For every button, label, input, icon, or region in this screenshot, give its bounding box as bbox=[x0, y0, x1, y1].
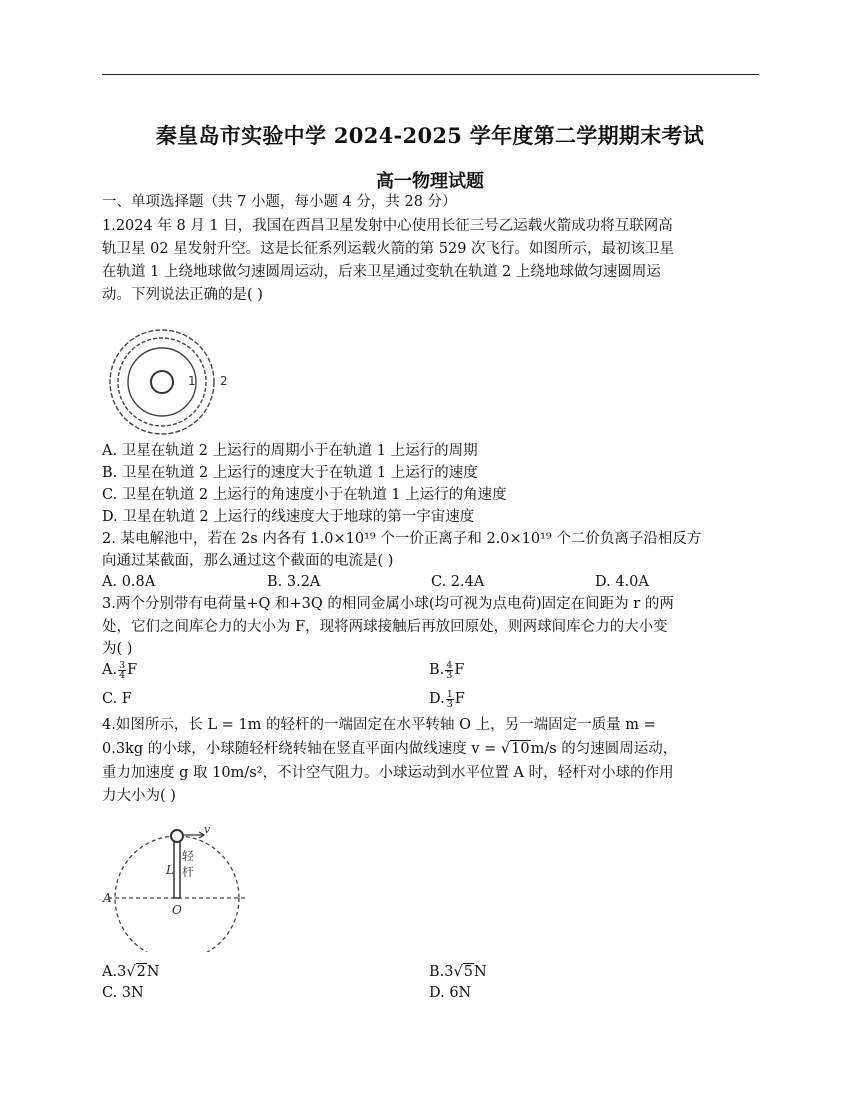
exam-title: 秦皇岛市实验中学 2024-2025 学年度第二学期期末考试 bbox=[155, 123, 705, 148]
orbit-2-label: 2 bbox=[220, 374, 228, 388]
q2-text-line-1: 2. 某电解池中，若在 2s 内各有 1.0×10¹⁹ 个一价正离子和 2.0×10¹⁹ 个二价负离子沿相反方 bbox=[102, 531, 702, 547]
q1-text-line-3: 在轨道 1 上绕地球做匀速圆周运动，后来卫星通过变轨在轨道 2 上绕地球做匀速圆周运 bbox=[102, 264, 661, 280]
q2-options bbox=[102, 572, 762, 592]
ball bbox=[171, 830, 183, 842]
q4-option-c: C. 3N bbox=[102, 985, 144, 1001]
q3-options-row-2 bbox=[102, 689, 762, 713]
q3-options-row-1 bbox=[102, 660, 762, 684]
q4-text-line-3: 重力加速度 g 取 10m/s²，不计空气阻力。小球运动到水平位置 A 时，轻杆对小球的作用 bbox=[102, 765, 674, 781]
q2-option-b: B. 3.2A bbox=[267, 574, 321, 590]
q4-text-line-2: 0.3kg 的小球，小球随轻杆绕转轴在竖直平面内做线速度 v = √10m/s 的匀速圆周运动， bbox=[102, 741, 678, 757]
orbit-2-outer bbox=[110, 330, 214, 434]
q2-text-line-2: 向通过某截面，那么通过这个截面的电流是( ) bbox=[102, 553, 394, 569]
q2-option-a: A. 0.8A bbox=[102, 574, 156, 590]
q3-text-line-1: 3.两个分别带有电荷量+Q 和+3Q 的相同金属小球(均可视为点电荷)固定在间距为 r 的两 bbox=[102, 596, 674, 612]
q4-option-b: B.3√5N bbox=[429, 964, 487, 980]
q3-option-a: A. $\frac{3}{4}$ F bbox=[102, 659, 138, 681]
exam-subtitle: 高一物理试题 bbox=[376, 171, 484, 192]
q1-option-d: D. 卫星在轨道 2 上运行的线速度大于地球的第一宇宙速度 bbox=[102, 509, 475, 525]
earth-circle bbox=[151, 371, 173, 393]
length-label: L bbox=[166, 863, 174, 877]
header-rule bbox=[102, 74, 759, 75]
q4-option-d: D. 6N bbox=[429, 985, 472, 1001]
q4-option-a: A.3√2N bbox=[102, 964, 160, 980]
point-a-label: A bbox=[103, 891, 112, 905]
q1-text-line-2: 轨卫星 02 星发射升空。这是长征系列运载火箭的第 529 次飞行。如图所示，最初该卫星 bbox=[102, 241, 675, 257]
q3-text-line-3: 为( ) bbox=[102, 641, 133, 657]
q3-option-d: D. $\frac{1}{3}$ F bbox=[429, 688, 465, 710]
q1-text-line-1: 1.2024 年 8 月 1 日，我国在西昌卫星发射中心使用长征三号乙运载火箭成功将互联网高 bbox=[102, 218, 673, 234]
q1-option-b: B. 卫星在轨道 2 上运行的速度大于在轨道 1 上运行的速度 bbox=[102, 465, 478, 481]
rod-label-1: 轻 bbox=[182, 849, 195, 863]
velocity-label: v bbox=[204, 823, 211, 836]
q3-text-line-2: 处，它们之间库仑力的大小为 F，现将两球接触后再放回原处，则两球间库仑力的大小变 bbox=[102, 619, 668, 635]
q1-option-a: A. 卫星在轨道 2 上运行的周期小于在轨道 1 上运行的周期 bbox=[102, 443, 478, 459]
q4-options-row-2 bbox=[102, 983, 762, 1003]
q1-option-c: C. 卫星在轨道 2 上运行的角速度小于在轨道 1 上运行的角速度 bbox=[102, 487, 507, 503]
q2-option-d: D. 4.0A bbox=[595, 574, 649, 590]
q2-option-c: C. 2.4A bbox=[431, 574, 485, 590]
q3-option-b: B. $\frac{4}{3}$ F bbox=[429, 659, 465, 681]
axis-o-label: O bbox=[172, 903, 182, 917]
section-heading: 一、单项选择题（共 7 小题，每小题 4 分，共 28 分） bbox=[102, 194, 457, 210]
q1-text-line-4: 动。下列说法正确的是( ) bbox=[102, 287, 263, 303]
orbit-1 bbox=[128, 348, 196, 416]
q4-text-line-4: 力大小为( ) bbox=[102, 788, 176, 804]
orbit-1-label: 1 bbox=[188, 374, 196, 388]
q4-options-row-1 bbox=[102, 962, 762, 982]
orbit-figure bbox=[102, 325, 242, 440]
q3-option-c: C. F bbox=[102, 691, 132, 707]
rod-circle-figure bbox=[100, 822, 250, 952]
q4-text-line-1: 4.如图所示，长 L = 1m 的轻杆的一端固定在水平转轴 O 上，另一端固定一质量 m = bbox=[102, 717, 656, 733]
rod-label-2: 杆 bbox=[182, 865, 195, 879]
light-rod bbox=[174, 840, 180, 898]
